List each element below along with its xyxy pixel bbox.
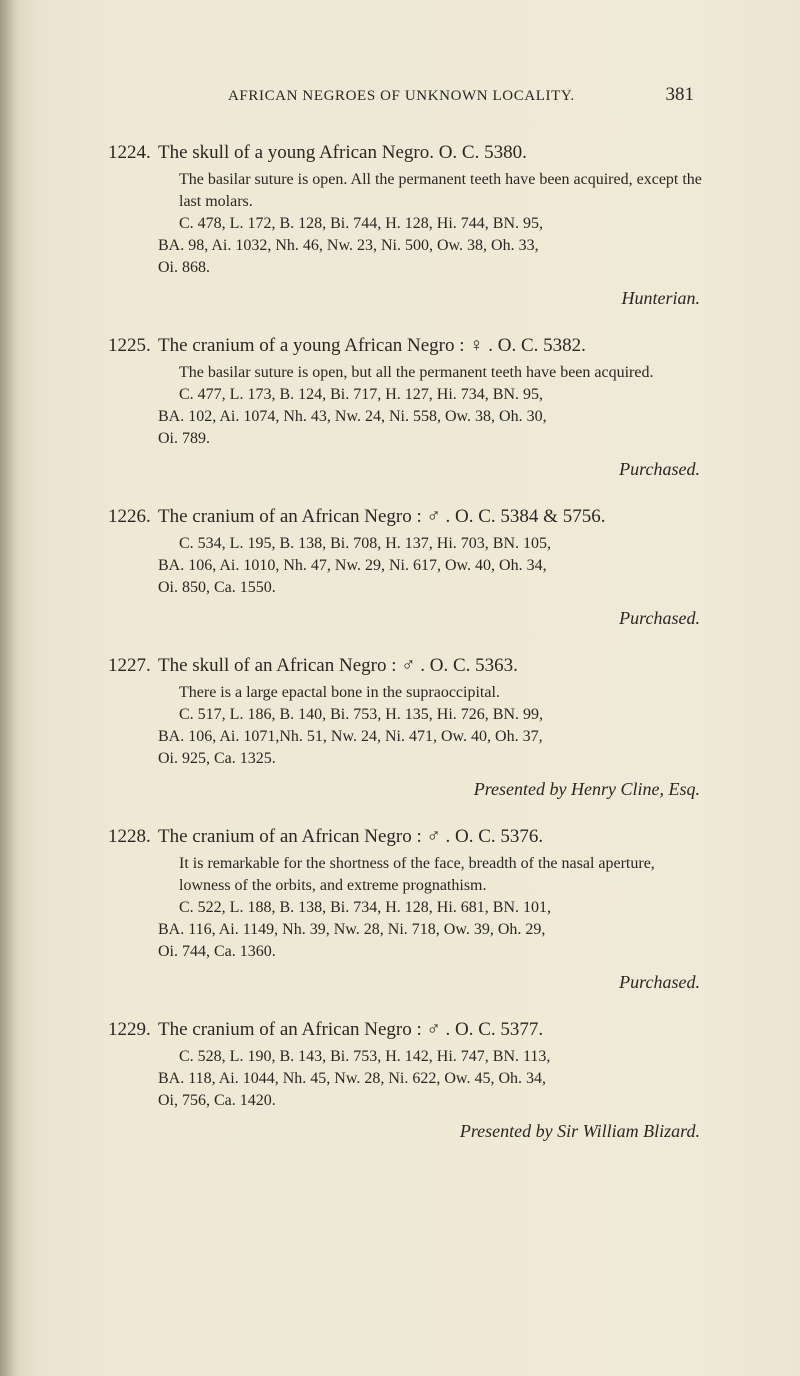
catalogue-entries <box>0 140 800 1166</box>
entry-source: Purchased. <box>619 972 700 992</box>
entry-measurements <box>158 704 704 770</box>
measurement-line: Oi. 850, Ca. 1550. <box>158 579 276 596</box>
entry-source: Presented by Henry Cline, Esq. <box>473 779 700 799</box>
entry-source: Presented by Sir William Blizard. <box>459 1121 700 1141</box>
catalogue-entry <box>0 1017 800 1144</box>
catalogue-entry <box>0 653 800 802</box>
entry-description: The basilar suture is open. All the permanent teeth have been acquired, except the last molars. <box>179 171 702 210</box>
measurement-line: BA. 118, Ai. 1044, Nh. 45, Nw. 28, Ni. 622, Ow. 45, Oh. 34, <box>158 1070 546 1087</box>
entry-number: 1226. <box>108 506 151 527</box>
entry-title: The cranium of an African Negro : ♂ . O. C. 5384 & 5756. <box>158 506 606 527</box>
entry-source: Purchased. <box>619 459 700 479</box>
catalogue-entry <box>0 333 800 482</box>
entry-measurements <box>158 213 704 279</box>
entry-number: 1228. <box>108 826 151 847</box>
catalogue-entry <box>0 504 800 631</box>
entry-description: The basilar suture is open, but all the permanent teeth have been acquired. <box>179 364 654 381</box>
measurement-line: C. 478, L. 172, B. 128, Bi. 744, H. 128, Hi. 744, BN. 95, <box>179 215 544 232</box>
measurement-line: Oi. 744, Ca. 1360. <box>158 943 276 960</box>
entry-measurements <box>158 897 704 963</box>
entry-title: The skull of an African Negro : ♂ . O. C. 5363. <box>158 655 518 676</box>
entry-number: 1225. <box>108 335 151 356</box>
entry-title: The skull of a young African Negro. O. C. 5380. <box>158 142 527 163</box>
measurement-line: BA. 106, Ai. 1071,Nh. 51, Nw. 24, Ni. 471, Ow. 40, Oh. 37, <box>158 728 543 745</box>
entry-measurements <box>158 533 704 599</box>
measurement-line: C. 534, L. 195, B. 138, Bi. 708, H. 137, Hi. 703, BN. 105, <box>179 535 552 552</box>
entry-measurements <box>158 384 704 450</box>
entry-number: 1227. <box>108 655 151 676</box>
page-number: 381 <box>665 84 694 105</box>
measurement-line: BA. 106, Ai. 1010, Nh. 47, Nw. 29, Ni. 617, Ow. 40, Oh. 34, <box>158 557 547 574</box>
entry-description: It is remarkable for the shortness of the face, breadth of the nasal aperture, lowness of the orbits, and extreme prognathism. <box>179 855 655 894</box>
entry-measurements <box>158 1046 704 1112</box>
measurement-line: C. 517, L. 186, B. 140, Bi. 753, H. 135, Hi. 726, BN. 99, <box>179 706 544 723</box>
measurement-line: Oi. 868. <box>158 259 210 276</box>
measurement-line: C. 477, L. 173, B. 124, Bi. 717, H. 127, Hi. 734, BN. 95, <box>179 386 544 403</box>
measurement-line: BA. 98, Ai. 1032, Nh. 46, Nw. 23, Ni. 500, Ow. 38, Oh. 33, <box>158 237 539 254</box>
entry-source: Purchased. <box>619 608 700 628</box>
entry-title: The cranium of an African Negro : ♂ . O. C. 5377. <box>158 1019 544 1040</box>
measurement-line: Oi. 925, Ca. 1325. <box>158 750 276 767</box>
measurement-line: BA. 102, Ai. 1074, Nh. 43, Nw. 24, Ni. 558, Ow. 38, Oh. 30, <box>158 408 547 425</box>
catalogue-entry <box>0 140 800 311</box>
entry-number: 1229. <box>108 1019 151 1040</box>
entry-description: There is a large epactal bone in the supraoccipital. <box>179 684 500 701</box>
entry-source: Hunterian. <box>621 288 700 308</box>
measurement-line: BA. 116, Ai. 1149, Nh. 39, Nw. 28, Ni. 718, Ow. 39, Oh. 29, <box>158 921 546 938</box>
running-title: AFRICAN NEGROES OF UNKNOWN LOCALITY. <box>228 88 575 104</box>
measurement-line: Oi. 789. <box>158 430 210 447</box>
measurement-line: Oi, 756, Ca. 1420. <box>158 1092 276 1109</box>
measurement-line: C. 522, L. 188, B. 138, Bi. 734, H. 128, Hi. 681, BN. 101, <box>179 899 552 916</box>
entry-title: The cranium of a young African Negro : ♀ . O. C. 5382. <box>158 335 586 356</box>
entry-title: The cranium of an African Negro : ♂ . O. C. 5376. <box>158 826 544 847</box>
catalogue-entry <box>0 824 800 995</box>
measurement-line: C. 528, L. 190, B. 143, Bi. 753, H. 142, Hi. 747, BN. 113, <box>179 1048 551 1065</box>
entry-number: 1224. <box>108 142 151 163</box>
